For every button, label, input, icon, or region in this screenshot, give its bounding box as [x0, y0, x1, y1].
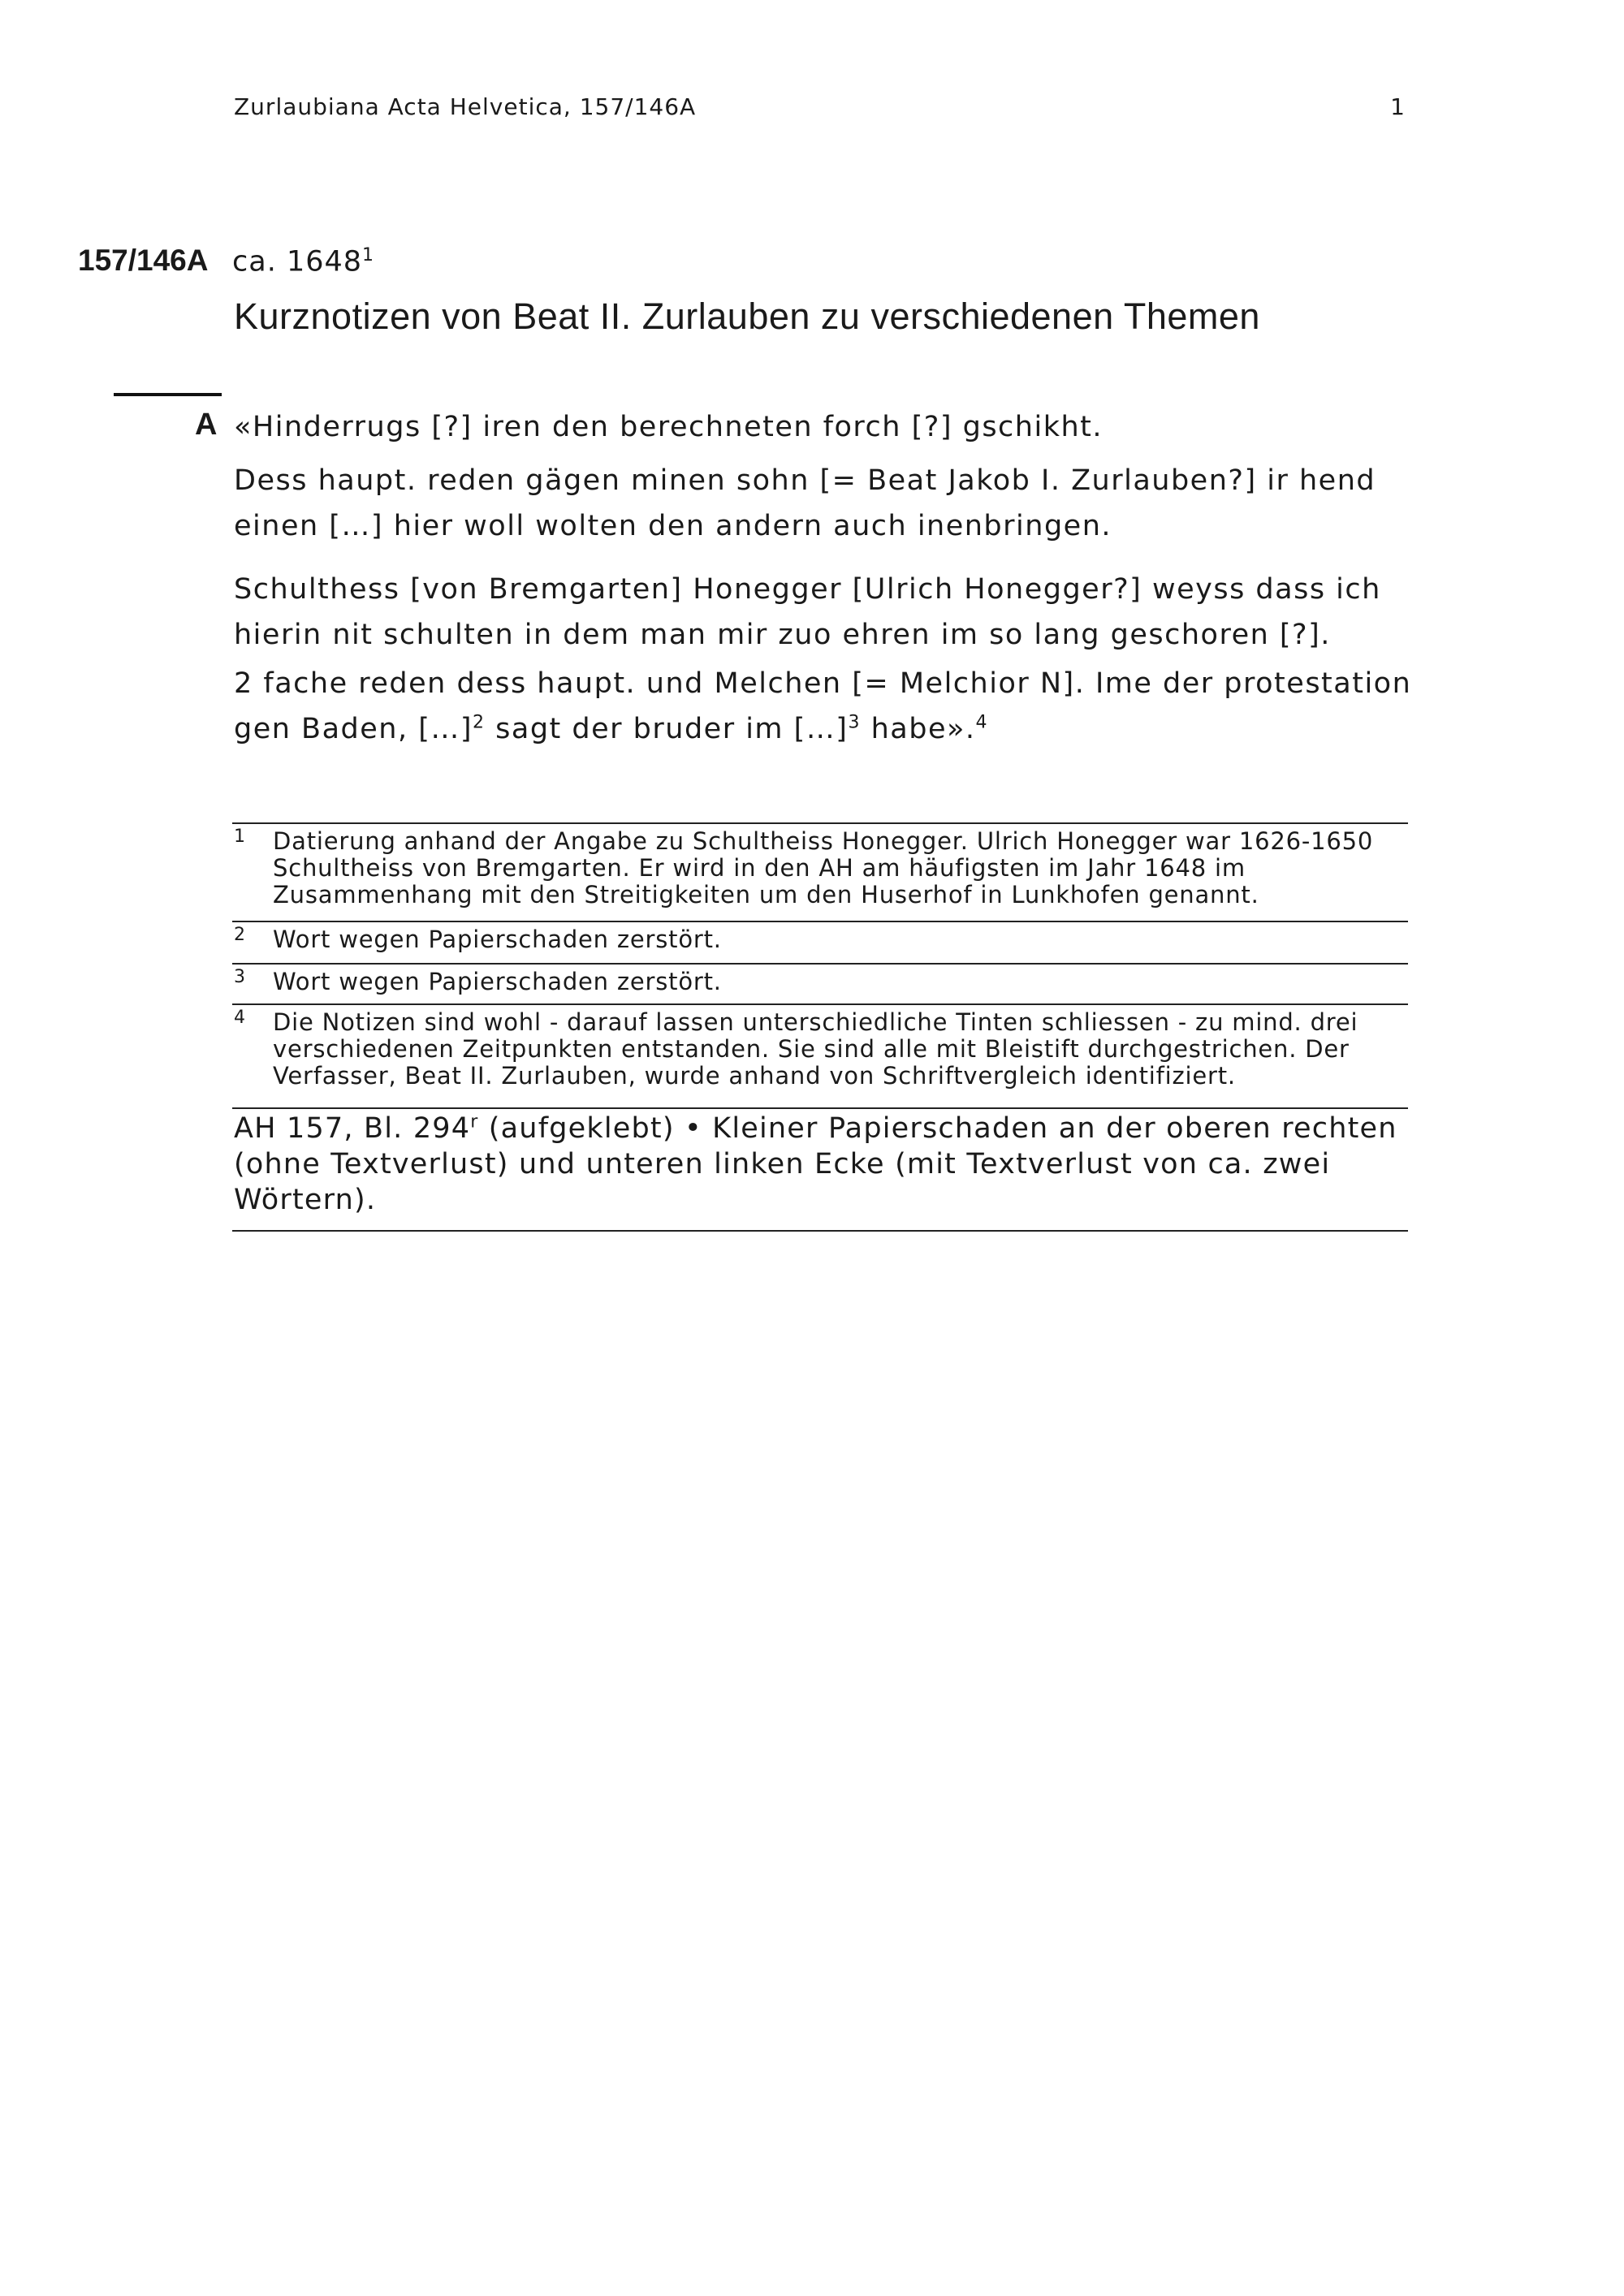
footnote-number: 1: [234, 826, 245, 847]
transcription-line-1: «Hinderrugs [?] iren den berechneten forch [?] gschikht.: [234, 411, 1103, 443]
paragraph-4-text-c: habe».: [860, 713, 976, 745]
document-date-text: ca. 1648: [232, 245, 363, 278]
paragraph-4-text-a: 2 fache reden dess haupt. und Melchen [= Melchior N]. Ime der protestation gen Baden, […]: [234, 667, 1412, 745]
footnote-ref-4: 4: [975, 712, 989, 733]
paragraph-4-text-b: sagt der bruder im […]: [485, 713, 849, 745]
footnote-rule: [232, 921, 1408, 922]
source-rule: [232, 1107, 1408, 1109]
footnote-text: Die Notizen sind wohl - darauf lassen unterschiedliche Tinten schliessen - zu mind. drei verschiedenen Zeitpunkten entstanden. Sie sind alle mit Bleistift durchgestrichen. Der Verfasser, Beat II. Zurlauben, wurde anhand von Schriftvergleich identifiziert.: [273, 1008, 1358, 1090]
footnote-text: Wort wegen Papierschaden zerstört.: [273, 926, 722, 953]
footnote-ref-3: 3: [848, 712, 861, 733]
footnote-ref-2: 2: [473, 712, 486, 733]
transcription-paragraph-3: Schulthess [von Bremgarten] Honegger [Ulrich Honegger?] weyss dass ich hierin nit schulten in dem man mir zuo ehren im so lang geschoren [?].: [234, 573, 1381, 651]
section-letter: A: [195, 408, 218, 442]
footnote-number: 4: [234, 1008, 245, 1028]
page-number: 1: [1390, 93, 1405, 120]
footnote-rule: [232, 1003, 1408, 1005]
document-title: Kurznotizen von Beat II. Zurlauben zu verschiedenen Themen: [234, 296, 1260, 337]
source-text-a: AH 157, Bl. 294: [234, 1112, 471, 1145]
recto-marker: r: [470, 1111, 479, 1133]
source-bottom-rule: [232, 1230, 1408, 1232]
section-divider: [114, 393, 222, 396]
footnote-number: 3: [234, 967, 245, 987]
source-description: [234, 1111, 1411, 1218]
document-id: 157/146A: [78, 244, 209, 277]
footnote-rule: [232, 963, 1408, 965]
running-header: Zurlaubiana Acta Helvetica, 157/146A: [234, 93, 697, 120]
footnote-rule: [232, 822, 1408, 824]
footnote-text: Datierung anhand der Angabe zu Schultheiss Honegger. Ulrich Honegger war 1626-1650 Schultheiss von Bremgarten. Er wird in den AH am häufigsten im Jahr 1648 im Zusammenhang mit den Streitigkeiten um den Huserhof in Lunkhofen genannt.: [273, 827, 1374, 908]
footnote-ref-1: 1: [362, 245, 375, 265]
transcription-paragraph-2: Dess haupt. reden gägen minen sohn [= Beat Jakob I. Zurlauben?] ir hend einen […] hier woll wolten den andern auch inenbringen.: [234, 464, 1376, 542]
source-text-b: (aufgeklebt) • Kleiner Papierschaden an der oberen rechten (ohne Textverlust) und unteren linken Ecke (mit Textverlust von ca. zwei Wörtern).: [234, 1112, 1397, 1216]
transcription-paragraph-4: [234, 661, 1419, 752]
footnote-text: Wort wegen Papierschaden zerstört.: [273, 968, 722, 995]
document-date: [232, 245, 374, 278]
footnote-number: 2: [234, 925, 245, 945]
